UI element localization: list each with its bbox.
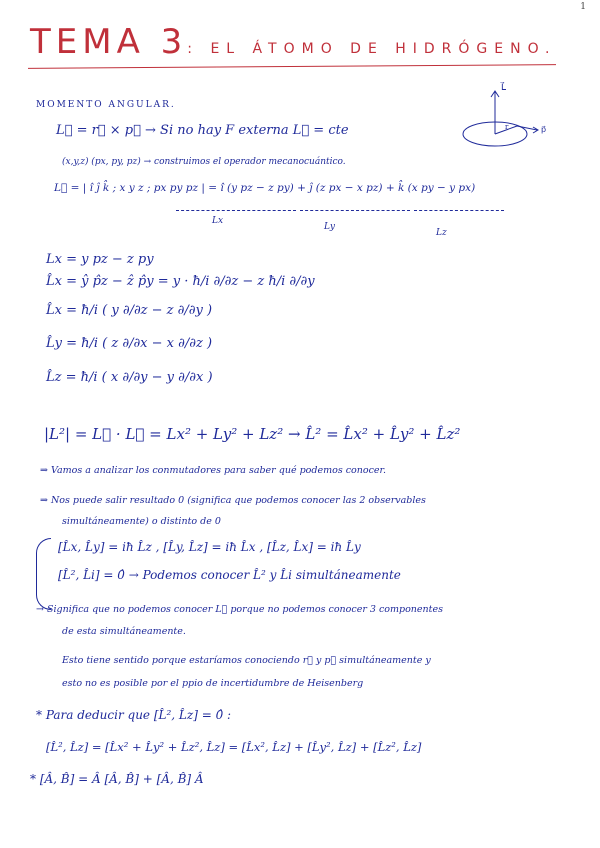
ly-label: Ly bbox=[324, 222, 335, 232]
diagram-p-label: p⃗ bbox=[541, 125, 547, 134]
page-title bbox=[30, 22, 557, 62]
l-squared-equation: |L²| = L⃗ · L⃗ = Lx² + Ly² + Lz² → L̂² = L̂x² + L̂y² + L̂z² bbox=[44, 425, 461, 443]
lz-operator: L̂z = ħ/i ( x ∂/∂y − y ∂/∂x ) bbox=[46, 370, 213, 385]
lz-label: Lz bbox=[436, 228, 447, 238]
commutator-bracket bbox=[36, 538, 51, 610]
determinant-expansion: L⃗ = | î ĵ k̂ ; x y z ; px py pz | = î (y pz − z py) + ĵ (z px − x pz) + k̂ (x py − y px) bbox=[54, 182, 476, 194]
angular-momentum-diagram bbox=[455, 82, 565, 162]
components-note: (x,y,z) (px, py, pz) → construimos el operador mecanocuántico. bbox=[62, 157, 346, 167]
lx-operator-factored: L̂x = ħ/i ( y ∂/∂z − z ∂/∂y ) bbox=[46, 303, 213, 318]
note-meaning-cont: de esta simultáneamente. bbox=[62, 626, 186, 637]
page-number: 1 bbox=[580, 2, 586, 12]
note-heisenberg: Esto tiene sentido porque estaríamos conociendo r⃗ y p⃗ simultáneamente y bbox=[62, 655, 431, 666]
section-heading: MOMENTO ANGULAR. bbox=[36, 100, 176, 110]
commutator-relations: [L̂x, L̂y] = iħ L̂z , [L̂y, L̂z] = iħ L̂x , [L̂z, L̂x] = iħ L̂y bbox=[58, 540, 361, 554]
commutator-expansion: [L̂², L̂z] = [L̂x² + L̂y² + L̂z², L̂z] = [L̂x², L̂z] + [L̂y², L̂z] + [L̂z², L̂z] bbox=[46, 740, 422, 754]
l2-commutator: [L̂², L̂i] = 0̂ → Podemos conocer L̂² y L̂i simultáneamente bbox=[58, 568, 401, 582]
angular-momentum-definition: L⃗ = r⃗ × p⃗ → Si no hay F externa L⃗ = cte bbox=[56, 123, 349, 138]
title-underline bbox=[28, 64, 556, 69]
lx-label: Lx bbox=[212, 216, 224, 226]
underbrace-lx bbox=[176, 210, 296, 211]
title-tema: TEMA 3 bbox=[30, 22, 188, 62]
diagram-r-label: r bbox=[505, 123, 509, 131]
note-meaning: → Significa que no podemos conocer L⃗ porque no podemos conocer 3 componentes bbox=[36, 604, 443, 615]
commutator-rule: * [Â, B̂] = Â [Â, B̂] + [Â, B̂] Â bbox=[30, 772, 204, 786]
note-heisenberg-cont: esto no es posible por el ppio de incertidumbre de Heisenberg bbox=[62, 678, 364, 689]
ly-operator: L̂y = ħ/i ( z ∂/∂x − x ∂/∂z ) bbox=[46, 336, 213, 351]
diagram-l-label: L⃗ bbox=[501, 83, 507, 93]
underbrace-ly bbox=[300, 210, 410, 211]
lx-operator: L̂x = ŷ p̂z − ẑ p̂y = y · ħ/i ∂/∂z − z ħ/i ∂/∂y bbox=[46, 274, 315, 289]
note-result-cont: simultáneamente) o distinto de 0 bbox=[62, 516, 221, 527]
note-commutators: ⇒ Vamos a analizar los conmutadores para saber qué podemos conocer. bbox=[40, 465, 387, 476]
lx-classical: Lx = y pz − z py bbox=[46, 252, 154, 267]
title-rest: : EL ÁTOMO DE HIDRÓGENO. bbox=[187, 41, 557, 57]
note-result: ⇒ Nos puede salir resultado 0 (significa que podemos conocer las 2 observables bbox=[40, 495, 426, 506]
underbrace-lz bbox=[414, 210, 504, 211]
deduce-heading: * Para deducir que [L̂², L̂z] = 0̂ : bbox=[36, 708, 232, 722]
